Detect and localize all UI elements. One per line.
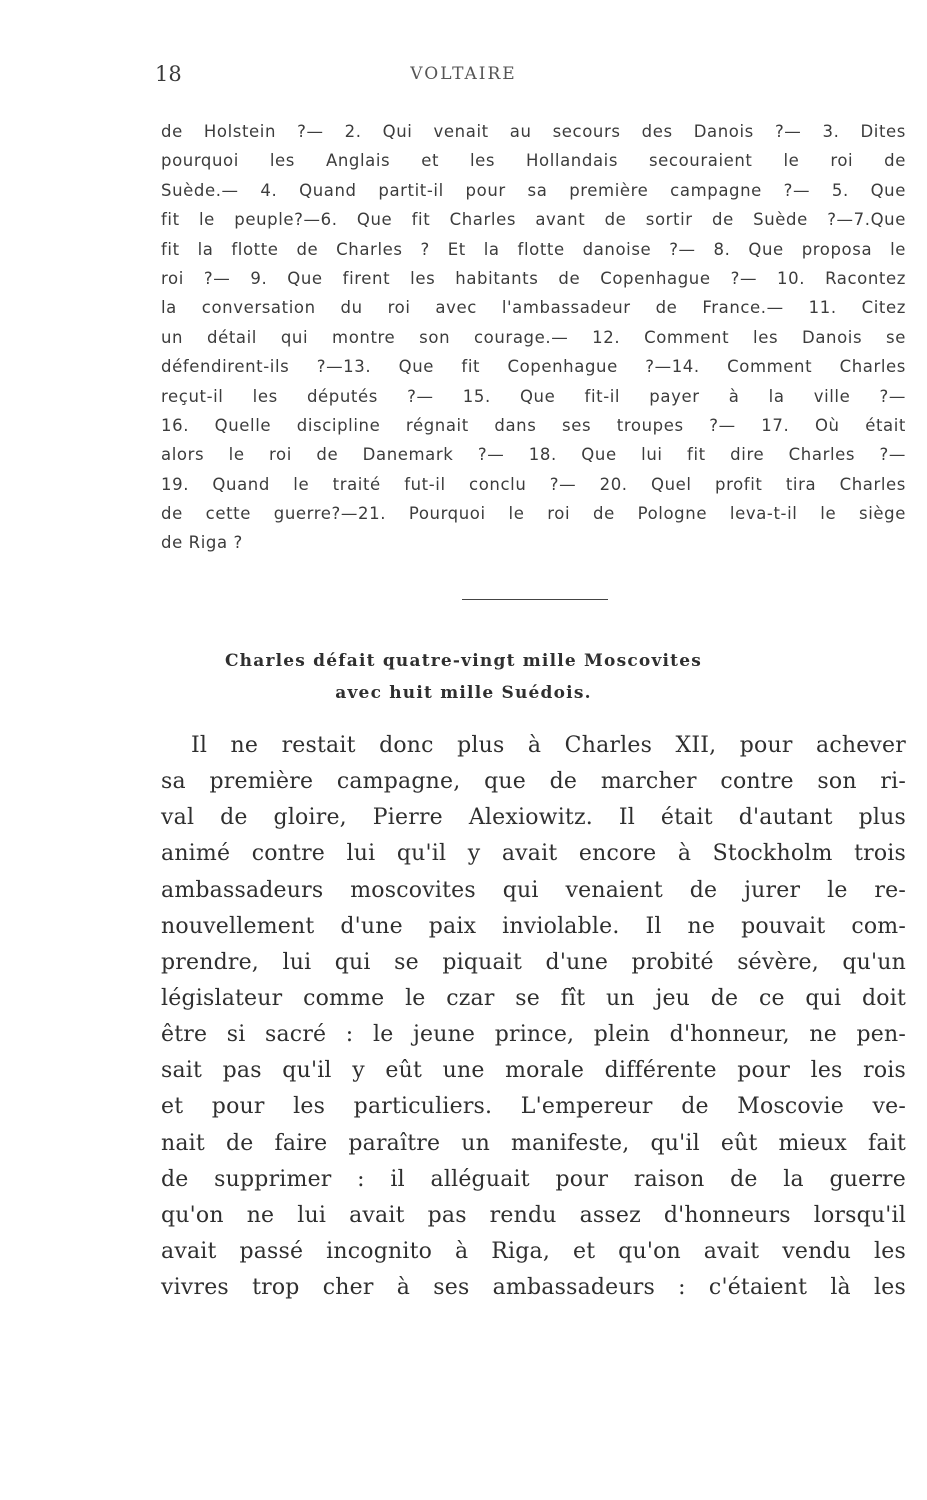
body-paragraph: [161, 728, 906, 1306]
heading-line-1: Charles défait quatre-vingt mille Moscovites: [224, 651, 703, 671]
body-line: et pour les particuliers. L'empereur de Moscovie ve-: [161, 1094, 906, 1120]
question-line: fit la flotte de Charles ? Et la flotte danoise ?— 8. Que proposa le: [161, 239, 906, 259]
question-line: Suède.— 4. Quand partit-il pour sa première campagne ?— 5. Que: [161, 180, 906, 200]
question-line: un détail qui montre son courage.— 12. Comment les Danois se: [161, 327, 906, 347]
body-line: prendre, lui qui se piquait d'une probité sévère, qu'un: [161, 949, 906, 975]
body-line: animé contre lui qu'il y avait encore à Stockholm trois: [161, 841, 906, 867]
page-number: 18: [155, 62, 182, 86]
body-line: de supprimer : il alléguait pour raison de la guerre: [161, 1166, 906, 1192]
body-line: ambassadeurs moscovites qui venaient de jurer le re-: [161, 877, 906, 903]
body-line: avait passé incognito à Riga, et qu'on avait vendu les: [161, 1238, 906, 1264]
body-line: Il ne restait donc plus à Charles XII, pour achever: [191, 733, 906, 758]
heading-line-2: avec huit mille Suédois.: [335, 683, 592, 703]
question-line: 19. Quand le traité fut-il conclu ?— 20. Quel profit tira Charles: [161, 474, 906, 494]
question-line: alors le roi de Danemark ?— 18. Que lui fit dire Charles ?—: [161, 445, 906, 465]
question-line: pourquoi les Anglais et les Hollandais secouraient le roi de: [161, 151, 906, 171]
section-heading: [100, 645, 827, 709]
body-line: législateur comme le czar se fît un jeu de ce qui doit: [161, 985, 906, 1011]
section-divider: [462, 599, 608, 600]
review-questions: [161, 117, 906, 558]
question-line: fit le peuple?—6. Que fit Charles avant de sortir de Suède ?—7.Que: [161, 210, 906, 230]
page-header: [0, 62, 927, 92]
body-line: être si sacré : le jeune prince, plein d'honneur, ne pen-: [161, 1022, 906, 1048]
running-title: VOLTAIRE: [410, 64, 517, 84]
question-line: défendirent-ils ?—13. Que fit Copenhague ?—14. Comment Charles: [161, 357, 906, 377]
body-line: nouvellement d'une paix inviolable. Il ne pouvait com-: [161, 913, 906, 939]
body-line: sa première campagne, que de marcher contre son ri-: [161, 769, 906, 795]
question-line: roi ?— 9. Que firent les habitants de Copenhague ?— 10. Racontez: [161, 268, 906, 288]
body-line: sait pas qu'il y eût une morale différente pour les rois: [161, 1058, 906, 1084]
body-line: nait de faire paraître un manifeste, qu'il eût mieux fait: [161, 1130, 906, 1156]
question-line: de Riga ?: [161, 533, 243, 553]
question-line: 16. Quelle discipline régnait dans ses troupes ?— 17. Où était: [161, 415, 906, 435]
body-line: qu'on ne lui avait pas rendu assez d'honneurs lorsqu'il: [161, 1202, 906, 1228]
question-line: de Holstein ?— 2. Qui venait au secours des Danois ?— 3. Dites: [161, 122, 906, 141]
question-line: de cette guerre?—21. Pourquoi le roi de Pologne leva-t-il le siège: [161, 504, 906, 524]
question-line: la conversation du roi avec l'ambassadeur de France.— 11. Citez: [161, 298, 906, 318]
body-line: vivres trop cher à ses ambassadeurs : c'étaient là les: [161, 1275, 906, 1301]
question-line: reçut-il les députés ?— 15. Que fit-il payer à la ville ?—: [161, 386, 906, 406]
body-line: val de gloire, Pierre Alexiowitz. Il était d'autant plus: [161, 805, 906, 831]
